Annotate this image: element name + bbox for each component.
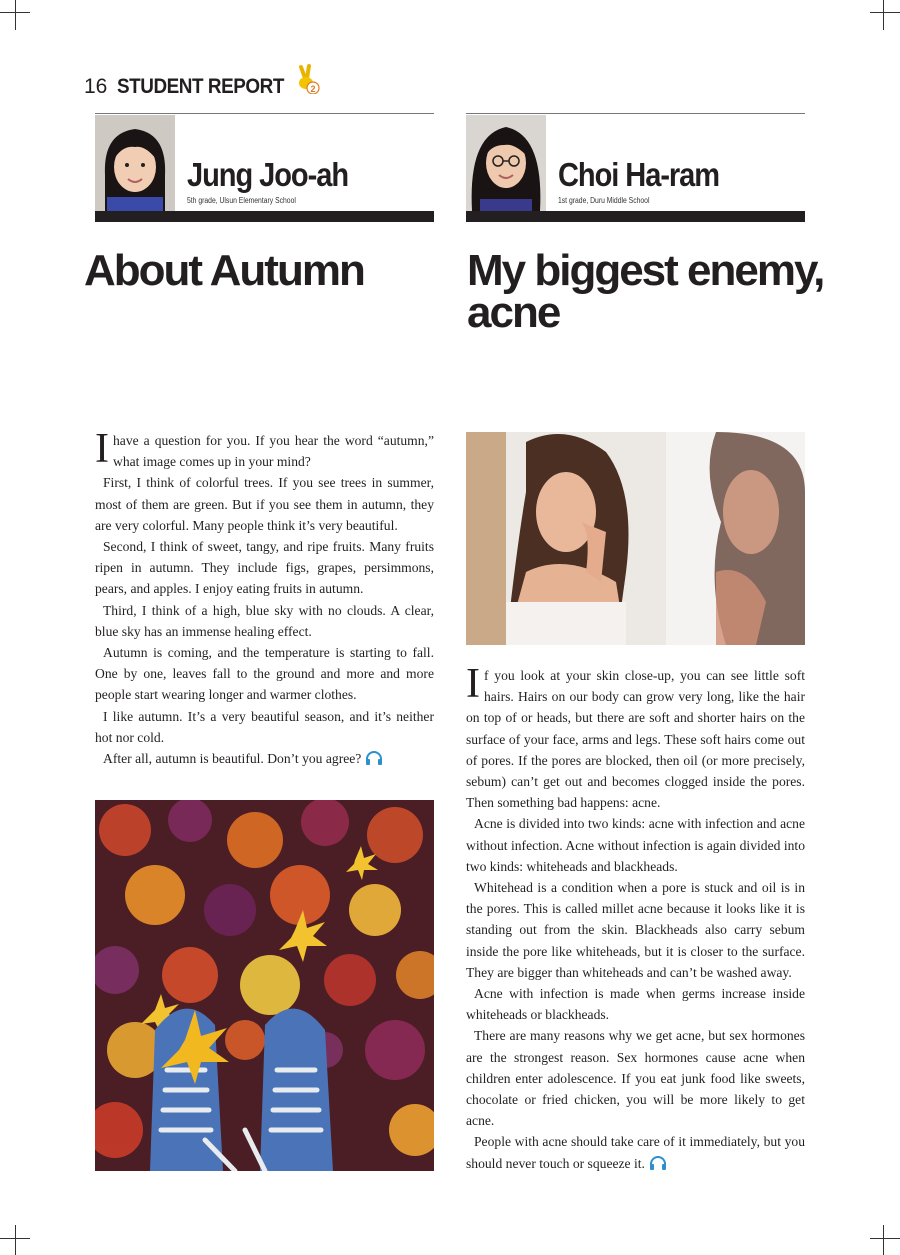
- article-title-right-line1: My biggest enemy,: [467, 246, 824, 295]
- headphone-icon: [365, 751, 383, 765]
- paragraph: Third, I think of a high, blue sky with no clouds. A clear, blue sky has an immense healing effect.: [95, 602, 434, 639]
- paragraph: Whitehead is a condition when a pore is stuck and oil is in the pores. This is called millet acne because it looks like it is standing out from the skin. Blackheads also carry sebum inside the pore like whiteheads, but it is closer to the surface. They are bigger than whiteheads and can’t be washed away.: [466, 880, 805, 980]
- page-header: [84, 70, 316, 104]
- author-block-left: [95, 113, 434, 222]
- paragraph: I like autumn. It’s a very beautiful season, and it’s neither hot nor cold.: [95, 708, 434, 745]
- victory-hand-icon: [294, 64, 320, 94]
- paragraph: Ihave a question for you. If you hear the word “autumn,” what image comes up in your mind?: [95, 426, 434, 472]
- photo-autumn-leaves: [95, 800, 434, 1171]
- author-school-left: 5th grade, Ulsun Elementary School: [187, 196, 296, 205]
- paragraph: If you look at your skin close-up, you can see little soft hairs. Hairs on our body can grow very long, like the hair on top of or heads, but there are soft and shorter hairs on the surface of your face, arms and legs. These soft hairs come out of pores. If the pores are blocked, then oil (or more precisely, sebum) can’t get out and becomes clogged inside the pores. Then something bad happens: acne.: [466, 661, 805, 811]
- paragraph: Second, I think of sweet, tangy, and ripe fruits. Many fruits ripen in autumn. They include figs, grapes, persimmons, pears, and apples. I enjoy eating fruits in autumn.: [95, 539, 434, 597]
- author-photo-right: [466, 115, 546, 211]
- author-photo-left: [95, 115, 175, 211]
- paragraph: Acne is divided into two kinds: acne with infection and acne without infection. Acne without infection is again divided into two kinds: whiteheads and blackheads.: [466, 816, 805, 874]
- paragraph: After all, autumn is beautiful. Don’t you agree?: [95, 748, 434, 769]
- paragraph: Acne with infection is made when germs increase inside whiteheads or blackheads.: [466, 986, 805, 1023]
- author-name-right: Choi Ha-ram: [558, 156, 720, 193]
- article-title-right: [467, 246, 824, 337]
- svg-text:2: 2: [310, 84, 316, 94]
- article-body-left: [95, 426, 434, 769]
- author-bar-left: [95, 211, 434, 222]
- paragraph: There are many reasons why we get acne, but sex hormones are the strongest reason. Sex hormones cause acne when children enter adolescence. If you eat junk food like sweets, chocolate or fried chicken, you will be more likely to get acne.: [466, 1028, 805, 1129]
- drop-cap: I: [95, 426, 109, 472]
- paragraph: First, I think of colorful trees. If you see trees in summer, most of them are green. But if you see them in autumn, they are very colorful. Many people think it’s very beautiful.: [95, 475, 434, 533]
- photo-woman-mirror: [466, 432, 805, 645]
- paragraph: People with acne should take care of it immediately, but you should never touch or squeeze it.: [466, 1134, 805, 1171]
- drop-cap: I: [466, 661, 480, 707]
- headphone-icon: [649, 1156, 667, 1170]
- author-name-left: Jung Joo-ah: [187, 156, 349, 193]
- article-title-right-line2: acne: [467, 288, 560, 337]
- author-school-right: 1st grade, Duru Middle School: [558, 196, 650, 205]
- page-number: 16: [84, 75, 108, 98]
- author-bar-right: [466, 211, 805, 222]
- article-title-left: About Autumn: [84, 246, 364, 295]
- paragraph: Autumn is coming, and the temperature is starting to fall. One by one, leaves fall to the ground and more and more people start wearing longer and warmer clothes.: [95, 645, 434, 703]
- section-title: STUDENT REPORT: [117, 75, 285, 98]
- article-body-right: [466, 661, 805, 1174]
- author-block-right: [466, 113, 805, 222]
